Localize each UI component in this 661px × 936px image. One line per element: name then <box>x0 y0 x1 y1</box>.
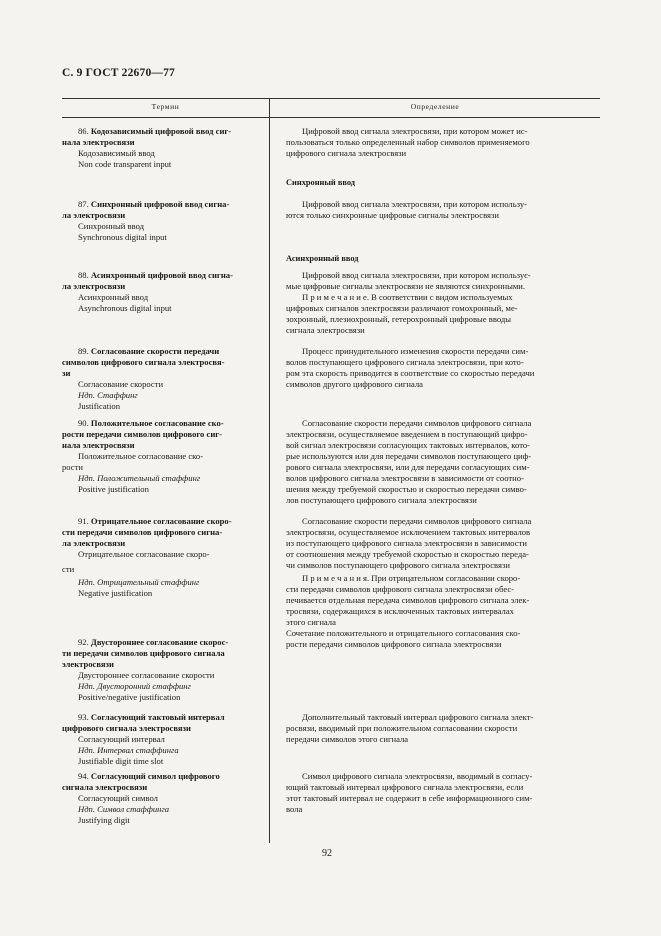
column-header-definition: Определение <box>410 102 460 111</box>
note-88: П р и м е ч а н и е. В соответствии с видом используемых <box>302 292 513 302</box>
term-entry-88: 88. Асинхронный цифровой ввод сигна- ла электросвязи Асинхронный ввод Asynchronous digital input <box>62 270 233 313</box>
section-heading-sync: Синхронный ввод <box>286 178 356 187</box>
term-entry-93: 93. Согласующий тактовый интервал цифрового сигнала электросвязи Согласующий интервал Ндп. Интервал стаффинга Justifiable digit time slot <box>62 712 225 766</box>
note-91: П р и м е ч а н и я. При отрицательном согласовании скоро- <box>302 573 521 583</box>
definition-entry-89: Процесс принудительного изменения скорости передачи сим- волов поступающего цифрового сигнала электросвязи, при кото- ром эта скорость приводится в соответствие со скоростью передачи символов другого цифрового сигнала <box>286 346 535 389</box>
definition-entry-94: Символ цифрового сигнала электросвязи, вводимый в согласу- ющий тактовый интервал цифрового сигнала электросвязи, если этот тактовый интервал не содержит в себе информационного сим- вола <box>286 771 533 814</box>
term-entry-87: 87. Синхронный цифровой ввод сигна- ла электросвязи Синхронный ввод Synchronous digital input <box>62 199 230 242</box>
definition-entry-93: Дополнительный тактовый интервал цифрового сигнала элект- росвязи, вводимый при положительном согласовании скорости передачи символов этого сигнала <box>286 712 534 744</box>
definition-entry-87: Цифровой ввод сигнала электросвязи, при котором использу- ются только синхронные цифровые сигналы электросвязи <box>286 199 527 220</box>
term-entry-92: 92. Двустороннее согласование скорос- ти передачи символов цифрового сигнала электросвязи Двустороннее согласование скорости Ндп. Двусторонний стаффинг Positive/negative justification <box>62 637 229 702</box>
term-entry-89: 89. Согласование скорости передачи символов цифрового сигнала электросвя- зи Согласование скорости Ндп. Стаффинг Justification <box>62 346 225 411</box>
column-divider <box>269 98 270 843</box>
definition-entry-90: Согласование скорости передачи символов цифрового сигнала электросвязи, осуществляемое введением в поступающий цифро- вой сигнал электросвязи согласующих тактовых интервалов, кото- рые используются или для передачи символов поступающего циф- рового сигнала электросвязи, или для передачи согласующих сим- волов цифрового сигнала электросвязи в зависимости от соотно- шения между требуемой скоростью и скоростью передачи симво- лов поступающего цифрового сигнала электросвязи <box>286 418 532 505</box>
page-number: 92 <box>322 848 332 859</box>
column-header-term: Термин <box>151 102 180 111</box>
term-entry-90: 90. Положительное согласование ско- рости передачи символов цифрового сиг- нала электросвязи Положительное согласование ско- рости Ндп. Положительный стаффинг Positive justification <box>62 418 224 494</box>
page-header: С. 9 ГОСТ 22670—77 <box>62 67 175 79</box>
definition-entry-86: Цифровой ввод сигнала электросвязи, при котором может ис- пользоваться только определенный набор символов применяемого цифрового сигнала электросвязи <box>286 126 530 158</box>
term-entry-91: 91. Отрицательное согласование скоро- сти передачи символов цифрового сигна- ла электросвязи Отрицательное согласование скоро- сти Ндп. Отрицательный стаффинг Negative justification <box>62 516 232 598</box>
definition-entry-88: Цифровой ввод сигнала электросвязи, при котором использує- мые цифровые сигналы электросвязи не являются синхронными. П р и м е ч а н и е. В соответствии с видом используемых цифровых сигналов электросвязи различают гомохронный, ме- зохронный, плезиохронный, гетерохронный цифровые вводы сигнала электросвязи <box>286 270 599 336</box>
term-entry-94: 94. Согласующий символ цифрового сигнала электросвязи Согласующий символ Ндп. Символ стаффинга Justifying digit <box>62 771 220 825</box>
section-heading-async: Асинхронный ввод <box>286 254 359 263</box>
table-header-rule <box>62 117 600 118</box>
term-entry-86: 86. Кодозависимый цифровой ввод сиг- нала электросвязи Кодозависимый ввод Non code transparent input <box>62 126 232 169</box>
table-top-rule <box>62 98 600 99</box>
definition-entry-91: Согласование скорости передачи символов цифрового сигнала электросвязи, осуществляемое исключением тактовых интервалов из поступающего цифрового сигнала электросвязи в зависимости от соотношения между требуемой скоростью и скоростью переда- чи символов поступающего цифрового сигнала электросвязи П р и м е ч а н и я. При отрицательном согласовании скоро- сти передачи символов цифрового сигнала электросвязи обес- печивается отдельная передача символов цифрового сигнала элек- тросвязи, содержащихся в исключенных тактовых интервалах этого сигнала Сочетание положительного и отрицательного согласования ско- рости передачи символов цифрового сигнала электросвязи <box>286 516 599 650</box>
